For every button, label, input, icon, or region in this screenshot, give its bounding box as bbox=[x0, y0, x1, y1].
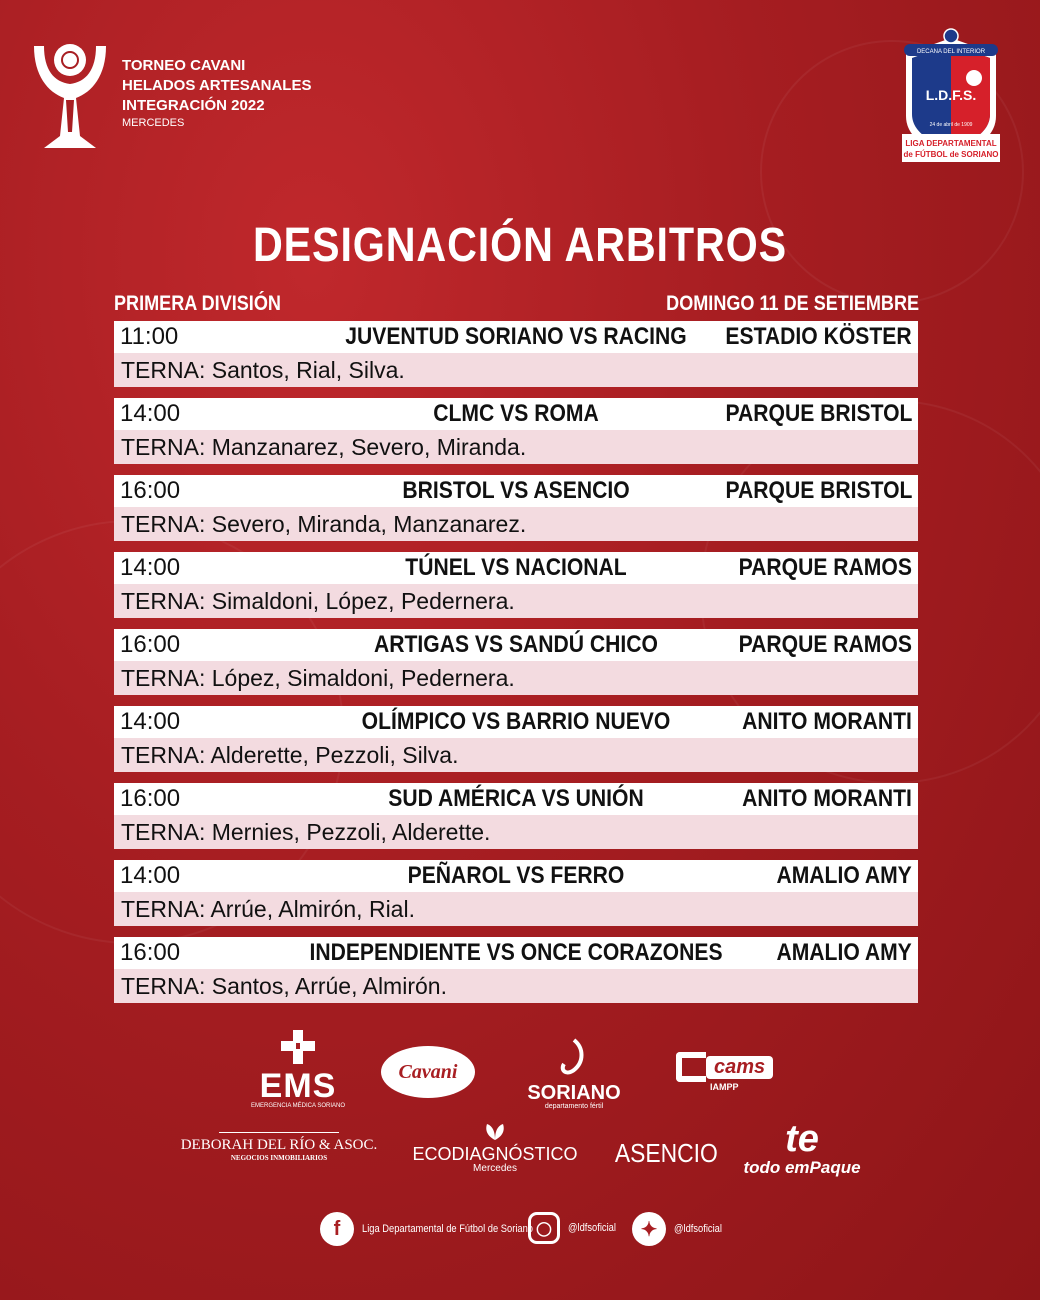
match-venue: ANITO MORANTI bbox=[742, 785, 912, 812]
sponsor-ems bbox=[248, 1030, 348, 1109]
match-venue: AMALIO AMY bbox=[776, 939, 912, 966]
terna-label: TERNA: bbox=[121, 511, 206, 537]
deborah-logo-text: DEBORAH DEL RÍO & ASOC. bbox=[180, 1137, 378, 1153]
match-referees-row bbox=[114, 969, 918, 1003]
match-venue: ESTADIO KÖSTER bbox=[725, 323, 912, 350]
match-referees: Alderette, Pezzoli, Silva. bbox=[210, 742, 459, 768]
match-time: 16:00 bbox=[120, 785, 181, 812]
crest-initials: L.D.F.S. bbox=[925, 87, 977, 103]
crest-founded: 24 de abril de 1909 bbox=[929, 122, 973, 128]
soriano-swirl-icon bbox=[554, 1038, 594, 1078]
sponsor-soriano bbox=[520, 1038, 628, 1110]
match-referees-row bbox=[114, 815, 918, 849]
match-referees: Manzanarez, Severo, Miranda. bbox=[211, 434, 527, 460]
match-item bbox=[114, 552, 918, 618]
social-bar bbox=[0, 1212, 1040, 1252]
match-item bbox=[114, 783, 918, 849]
crest-top-text: DECANA DEL INTERIOR bbox=[916, 49, 986, 55]
match-venue: PARQUE RAMOS bbox=[738, 631, 912, 658]
facebook-icon: f bbox=[320, 1212, 354, 1246]
match-referees-row bbox=[114, 892, 918, 926]
match-item bbox=[114, 937, 918, 1003]
twitter-handle: @ldfsoficial bbox=[674, 1223, 722, 1235]
cross-icon bbox=[280, 1030, 316, 1064]
match-item bbox=[114, 629, 918, 695]
crest-banner-line-2: de FÚTBOL de SORIANO bbox=[903, 150, 999, 159]
match-time: 16:00 bbox=[120, 939, 181, 966]
match-teams: TÚNEL VS NACIONAL bbox=[405, 554, 627, 581]
match-header bbox=[114, 783, 918, 815]
match-header bbox=[114, 475, 918, 507]
match-header bbox=[114, 552, 918, 584]
ecodiagnostico-logo-text: ECODIAGNÓSTICO bbox=[412, 1144, 578, 1164]
match-time: 14:00 bbox=[120, 708, 181, 735]
match-venue: ANITO MORANTI bbox=[742, 708, 912, 735]
match-header bbox=[114, 937, 918, 969]
social-facebook[interactable] bbox=[320, 1212, 563, 1246]
sponsor-cams bbox=[676, 1052, 786, 1092]
match-teams: INDEPENDIENTE VS ONCE CORAZONES bbox=[309, 939, 723, 966]
social-twitter[interactable] bbox=[632, 1212, 730, 1246]
tournament-text bbox=[122, 56, 311, 130]
match-venue: AMALIO AMY bbox=[776, 862, 912, 889]
match-header bbox=[114, 398, 918, 430]
sponsor-ecodiagnostico bbox=[410, 1124, 580, 1174]
match-referees-row bbox=[114, 353, 918, 387]
facebook-handle: Liga Departamental de Fútbol de Soriano bbox=[362, 1223, 534, 1235]
tournament-header bbox=[30, 36, 311, 154]
match-referees: Santos, Rial, Silva. bbox=[211, 357, 405, 383]
match-referees-row bbox=[114, 661, 918, 695]
match-time: 14:00 bbox=[120, 400, 181, 427]
sponsor-todo-empaque bbox=[742, 1120, 862, 1178]
terna-label: TERNA: bbox=[121, 434, 206, 460]
match-referees-row bbox=[114, 507, 918, 541]
match-referees: López, Simaldoni, Pedernera. bbox=[211, 665, 515, 691]
sponsor-deborah bbox=[176, 1132, 382, 1162]
match-referees-row bbox=[114, 430, 918, 464]
sponsor-cavani bbox=[381, 1046, 475, 1098]
match-venue: PARQUE BRISTOL bbox=[725, 400, 912, 427]
terna-label: TERNA: bbox=[121, 973, 206, 999]
cavani-logo-text: Cavani bbox=[398, 1061, 458, 1083]
match-header bbox=[114, 629, 918, 661]
match-teams: ARTIGAS VS SANDÚ CHICO bbox=[374, 631, 658, 658]
match-referees: Mernies, Pezzoli, Alderette. bbox=[211, 819, 491, 845]
cams-subtitle: IAMPP bbox=[710, 1082, 739, 1092]
division-label: PRIMERA DIVISIÓN bbox=[114, 292, 281, 315]
match-referees: Simaldoni, López, Pedernera. bbox=[211, 588, 515, 614]
tournament-city: MERCEDES bbox=[122, 117, 185, 129]
todo-empaque-text: todo emPaque bbox=[743, 1158, 861, 1177]
sponsor-asencio: ASENCIO bbox=[614, 1138, 718, 1168]
cams-logo-text: cams bbox=[706, 1056, 773, 1079]
match-referees: Arrúe, Almirón, Rial. bbox=[210, 896, 415, 922]
terna-label: TERNA: bbox=[121, 588, 206, 614]
match-header bbox=[114, 706, 918, 738]
match-item bbox=[114, 860, 918, 926]
match-venue: PARQUE RAMOS bbox=[738, 554, 912, 581]
match-item bbox=[114, 706, 918, 772]
match-item bbox=[114, 475, 918, 541]
match-referees-row bbox=[114, 584, 918, 618]
ecodiagnostico-subtitle: Mercedes bbox=[473, 1163, 517, 1174]
cams-bracket-icon bbox=[676, 1052, 706, 1082]
instagram-handle: @ldfsoficial bbox=[568, 1222, 616, 1234]
social-instagram[interactable] bbox=[528, 1212, 624, 1244]
match-item bbox=[114, 321, 918, 387]
crest-banner-line-1: LIGA DEPARTAMENTAL bbox=[905, 139, 997, 148]
match-time: 16:00 bbox=[120, 477, 181, 504]
terna-label: TERNA: bbox=[121, 819, 206, 845]
ems-logo-text: EMS bbox=[259, 1067, 337, 1105]
match-time: 11:00 bbox=[120, 323, 179, 350]
twitter-icon: ✦ bbox=[632, 1212, 666, 1246]
tournament-line-3: INTEGRACIÓN 2022 bbox=[122, 97, 265, 114]
match-venue: PARQUE BRISTOL bbox=[725, 477, 912, 504]
tournament-line-2: HELADOS ARTESANALES bbox=[122, 77, 312, 94]
match-teams: SUD AMÉRICA VS UNIÓN bbox=[388, 785, 644, 812]
match-header bbox=[114, 860, 918, 892]
tournament-line-1: TORNEO CAVANI bbox=[122, 57, 246, 74]
terna-label: TERNA: bbox=[121, 742, 206, 768]
match-time: 16:00 bbox=[120, 631, 181, 658]
match-teams: JUVENTUD SORIANO VS RACING bbox=[345, 323, 687, 350]
instagram-icon: ◯ bbox=[528, 1212, 560, 1244]
match-teams: PEÑAROL VS FERRO bbox=[407, 862, 625, 889]
match-header bbox=[114, 321, 918, 353]
match-referees: Severo, Miranda, Manzanarez. bbox=[211, 511, 527, 537]
te-logo-text: te bbox=[785, 1118, 819, 1160]
match-item bbox=[114, 398, 918, 464]
match-teams: OLÍMPICO VS BARRIO NUEVO bbox=[361, 708, 671, 735]
league-crest-logo bbox=[896, 26, 1006, 166]
terna-label: TERNA: bbox=[121, 896, 206, 922]
page-title: DESIGNACIÓN ARBITROS bbox=[252, 219, 787, 272]
leaf-icon bbox=[483, 1124, 507, 1140]
match-time: 14:00 bbox=[120, 862, 181, 889]
terna-label: TERNA: bbox=[121, 357, 206, 383]
date-label: DOMINGO 11 DE SETIEMBRE bbox=[666, 292, 919, 315]
ems-subtitle: EMERGENCIA MÉDICA SORIANO bbox=[250, 1103, 346, 1109]
match-referees-row bbox=[114, 738, 918, 772]
match-referees: Santos, Arrúe, Almirón. bbox=[211, 973, 447, 999]
sponsor-logos bbox=[0, 1020, 1040, 1200]
terna-label: TERNA: bbox=[121, 665, 206, 691]
match-time: 14:00 bbox=[120, 554, 181, 581]
soriano-subtitle: departamento fértil bbox=[544, 1103, 604, 1110]
match-list bbox=[114, 321, 918, 1014]
soriano-logo-text: SORIANO bbox=[527, 1082, 621, 1104]
trophy-icon bbox=[30, 36, 110, 154]
match-teams: BRISTOL VS ASENCIO bbox=[402, 477, 630, 504]
match-teams: CLMC VS ROMA bbox=[433, 400, 599, 427]
deborah-subtitle: NEGOCIOS INMOBILIARIOS bbox=[230, 1154, 328, 1162]
